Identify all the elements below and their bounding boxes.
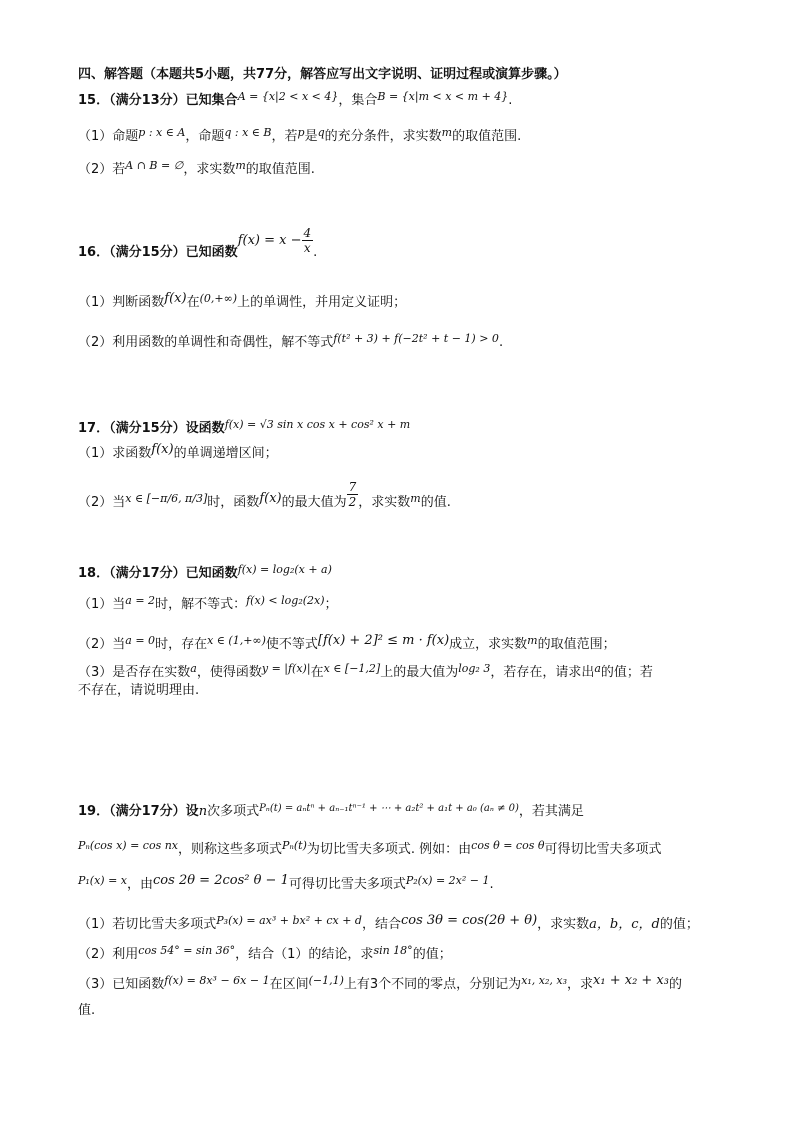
q16-text: . <box>498 335 504 350</box>
q19-func: f(x) = 8x³ − 6x − 1 <box>164 974 270 987</box>
q15-text: 的取值范围. <box>452 129 522 144</box>
q16-func: f(x) = x − <box>237 233 302 248</box>
q19-vars: a，b，c，d <box>589 917 660 932</box>
q19-text: 可得切比雪夫多项式 <box>544 842 662 857</box>
q15-set-b: B = {x|m < x < m + 4} <box>377 90 509 103</box>
q18-text: 的取值范围； <box>537 637 616 652</box>
q19-cos54: cos 54° = sin 36° <box>138 944 236 957</box>
q19-p1: P₁(x) = x <box>78 874 128 887</box>
q19-p2: P₂(x) = 2x² − 1 <box>405 874 490 887</box>
q18-cond: a = 2 <box>125 594 156 607</box>
q17-text: ，求实数 <box>358 495 411 510</box>
q18-max: log₂ 3 <box>458 662 491 675</box>
q19-line2 <box>78 841 661 859</box>
q18-var-a2: a <box>594 662 601 675</box>
q18-line5: 不存在，请说明理由. <box>78 683 200 698</box>
q15-text: ，命题 <box>185 129 225 144</box>
q17-var-m: m <box>410 492 421 505</box>
q15-var-q: q <box>317 126 325 139</box>
q18-func: f(x) = log₂(x + a) <box>237 563 332 576</box>
q19-line5 <box>78 946 452 964</box>
q19-line7: 值. <box>78 1003 96 1018</box>
q19-example1: cos θ = cos θ <box>471 839 545 852</box>
q19-text: ，结合 <box>361 917 401 932</box>
q16-line3 <box>78 334 503 352</box>
q16-part2-lead: （2）利用函数的单调性和奇偶性，解不等式 <box>78 335 334 350</box>
q17-text: 的最大值为 <box>281 495 347 510</box>
q19-sin18: sin 18° <box>373 944 413 957</box>
q18-lead: 18．（满分17分）已知函数 <box>78 566 238 581</box>
q18-abs-func: y = |f(x)| <box>261 662 311 675</box>
q19-p3: P₃(x) = ax³ + bx² + cx + d <box>216 914 362 927</box>
q17-range: x ∈ [−π/6, π/3] <box>125 492 208 505</box>
q19-text: ，则称这些多项式 <box>178 842 283 857</box>
q17-line1 <box>78 420 410 438</box>
q19-text: 的值； <box>412 947 452 962</box>
q15-intersection: A ∩ B = ∅ <box>125 159 184 172</box>
q18-var-a: a <box>190 662 197 675</box>
q15-text: ，集合 <box>338 93 378 108</box>
q19-part2-lead: （2）利用 <box>78 947 139 962</box>
q18-range: x ∈ (1,+∞) <box>207 634 266 647</box>
q15-text: . <box>508 93 513 108</box>
q15-prop-p: p : x ∈ A <box>138 126 186 139</box>
q17-line2 <box>78 442 278 463</box>
q15-var-p: p <box>297 126 305 139</box>
q18-text: 的值；若 <box>600 665 653 680</box>
q19-text: 次多项式 <box>207 804 260 819</box>
q17-part1-lead: （1）求函数 <box>78 446 152 461</box>
q17-line3 <box>78 480 451 517</box>
q18-text: 成立，求实数 <box>449 637 528 652</box>
q19-interval: (−1,1) <box>308 974 344 987</box>
q19-line6 <box>78 973 682 994</box>
q15-var-m2: m <box>235 159 246 172</box>
q16-frac-den: x <box>303 241 311 255</box>
q15-lead: 15．（满分13分）已知集合 <box>78 93 238 108</box>
q15-text: 是 <box>304 129 318 144</box>
q19-text: ，由 <box>127 877 154 892</box>
q19-example2: cos 2θ = 2cos² θ − 1 <box>153 873 289 888</box>
q19-var-n: n <box>198 804 208 819</box>
q19-poly: Pₙ(t) = aₙtⁿ + aₙ₋₁tⁿ⁻¹ + ⋯ + a₂t² + a₁t + a₀ (aₙ ≠ 0) <box>259 803 519 814</box>
q16-fx: f(x) <box>164 291 187 306</box>
q16-text: 在 <box>186 295 200 310</box>
q19-text: ，若其满足 <box>518 804 584 819</box>
q18-text: 时，解不等式： <box>155 597 247 612</box>
q18-line4 <box>78 664 653 682</box>
q19-text: 在区间 <box>269 977 309 992</box>
q19-text: ，求 <box>567 977 594 992</box>
q17-text: 时，函数 <box>207 495 260 510</box>
q16-part1-lead: （1）判断函数 <box>78 295 165 310</box>
q19-text: 可得切比雪夫多项式 <box>288 877 406 892</box>
q18-range2: x ∈ [−1,2] <box>323 662 381 675</box>
q17-frac-num: 7 <box>348 480 357 494</box>
q17-frac-den: 2 <box>348 495 357 509</box>
q16-inequality: f(t² + 3) + f(−2t² + t − 1) > 0 <box>333 332 499 345</box>
q18-text: ，使得函数 <box>196 665 262 680</box>
q19-text: 的值； <box>659 917 699 932</box>
q15-part2-lead: （2）若 <box>78 162 126 177</box>
q15-line2 <box>78 128 521 146</box>
q17-text: 的值. <box>420 495 451 510</box>
q19-text: . <box>489 877 494 892</box>
q19-pn: Pₙ(t) <box>282 839 307 852</box>
q18-inequality2: [f(x) + 2]² ≤ m · f(x) <box>317 633 450 648</box>
q17-fx: f(x) <box>151 442 174 457</box>
q15-prop-q: q : x ∈ B <box>224 126 272 139</box>
q19-text: ，求实数 <box>537 917 590 932</box>
q15-var-m: m <box>441 126 453 139</box>
q15-text: ，求实数 <box>183 162 236 177</box>
q19-line1 <box>78 803 584 822</box>
q17-func: f(x) = √3 sin x cos x + cos² x + m <box>224 418 411 431</box>
q18-part1-lead: （1）当 <box>78 597 126 612</box>
q19-part1-lead: （1）若切比雪夫多项式 <box>78 917 217 932</box>
q17-fraction <box>347 480 359 509</box>
q15-text: 的充分条件，求实数 <box>324 129 442 144</box>
q16-line1 <box>78 226 318 268</box>
q19-line4 <box>78 913 699 934</box>
q19-text: ，结合（1）的结论，求 <box>235 947 374 962</box>
q19-text: 为切比雪夫多项式. 例如：由 <box>306 842 472 857</box>
q18-part3-lead: （3）是否存在实数 <box>78 665 191 680</box>
q16-fraction <box>302 226 314 255</box>
q18-line1 <box>78 565 332 583</box>
q15-set-a: A = {x|2 < x < 4} <box>237 90 339 103</box>
q19-lead: 19．（满分17分）设 <box>78 804 199 819</box>
q18-cond2: a = 0 <box>125 634 156 647</box>
q18-text: 在 <box>310 665 324 680</box>
q15-text: ，若 <box>271 129 298 144</box>
q16-interval: (0,+∞) <box>199 292 238 305</box>
q17-part2-lead: （2）当 <box>78 495 126 510</box>
q15-line3 <box>78 161 315 179</box>
q18-line2 <box>78 596 338 614</box>
q16-line2 <box>78 291 407 312</box>
q17-fx2: f(x) <box>259 491 282 506</box>
q15-text: 的取值范围. <box>245 162 315 177</box>
q18-text: ，若存在，请求出 <box>490 665 595 680</box>
q18-part2-lead: （2）当 <box>78 637 126 652</box>
q17-lead: 17．（满分15分）设函数 <box>78 421 225 436</box>
q15-part1-lead: （1）命题 <box>78 129 139 144</box>
q19-line3 <box>78 873 494 894</box>
q16-lead: 16．（满分15分）已知函数 <box>78 245 238 260</box>
q15-line1 <box>78 92 512 110</box>
q16-text: 上的单调性，并用定义证明； <box>237 295 407 310</box>
q19-roots: x₁, x₂, x₃ <box>521 974 568 987</box>
q16-text: . <box>313 245 318 260</box>
section-header: 四、解答题（本题共5小题，共77分，解答应写出文字说明、证明过程或演算步骤。） <box>78 67 567 82</box>
q19-cos3: cos 3θ = cos(2θ + θ) <box>400 913 538 928</box>
q18-text: 使不等式 <box>265 637 318 652</box>
q19-text: 上有3个不同的零点，分别记为 <box>343 977 522 992</box>
q17-text: 的单调递增区间； <box>173 446 278 461</box>
q18-var-m: m <box>527 634 538 647</box>
q18-text: 上的最大值为 <box>380 665 459 680</box>
q18-line3 <box>78 633 616 654</box>
q16-frac-num: 4 <box>303 226 312 240</box>
q19-def: Pₙ(cos x) = cos nx <box>78 839 178 852</box>
q18-inequality: f(x) < log₂(2x) <box>246 594 325 607</box>
q19-sum: x₁ + x₂ + x₃ <box>593 973 669 988</box>
q18-text: ； <box>324 597 338 612</box>
q19-part3-lead: （3）已知函数 <box>78 977 165 992</box>
q18-text: 时，存在 <box>155 637 208 652</box>
q19-text: 的 <box>668 977 682 992</box>
